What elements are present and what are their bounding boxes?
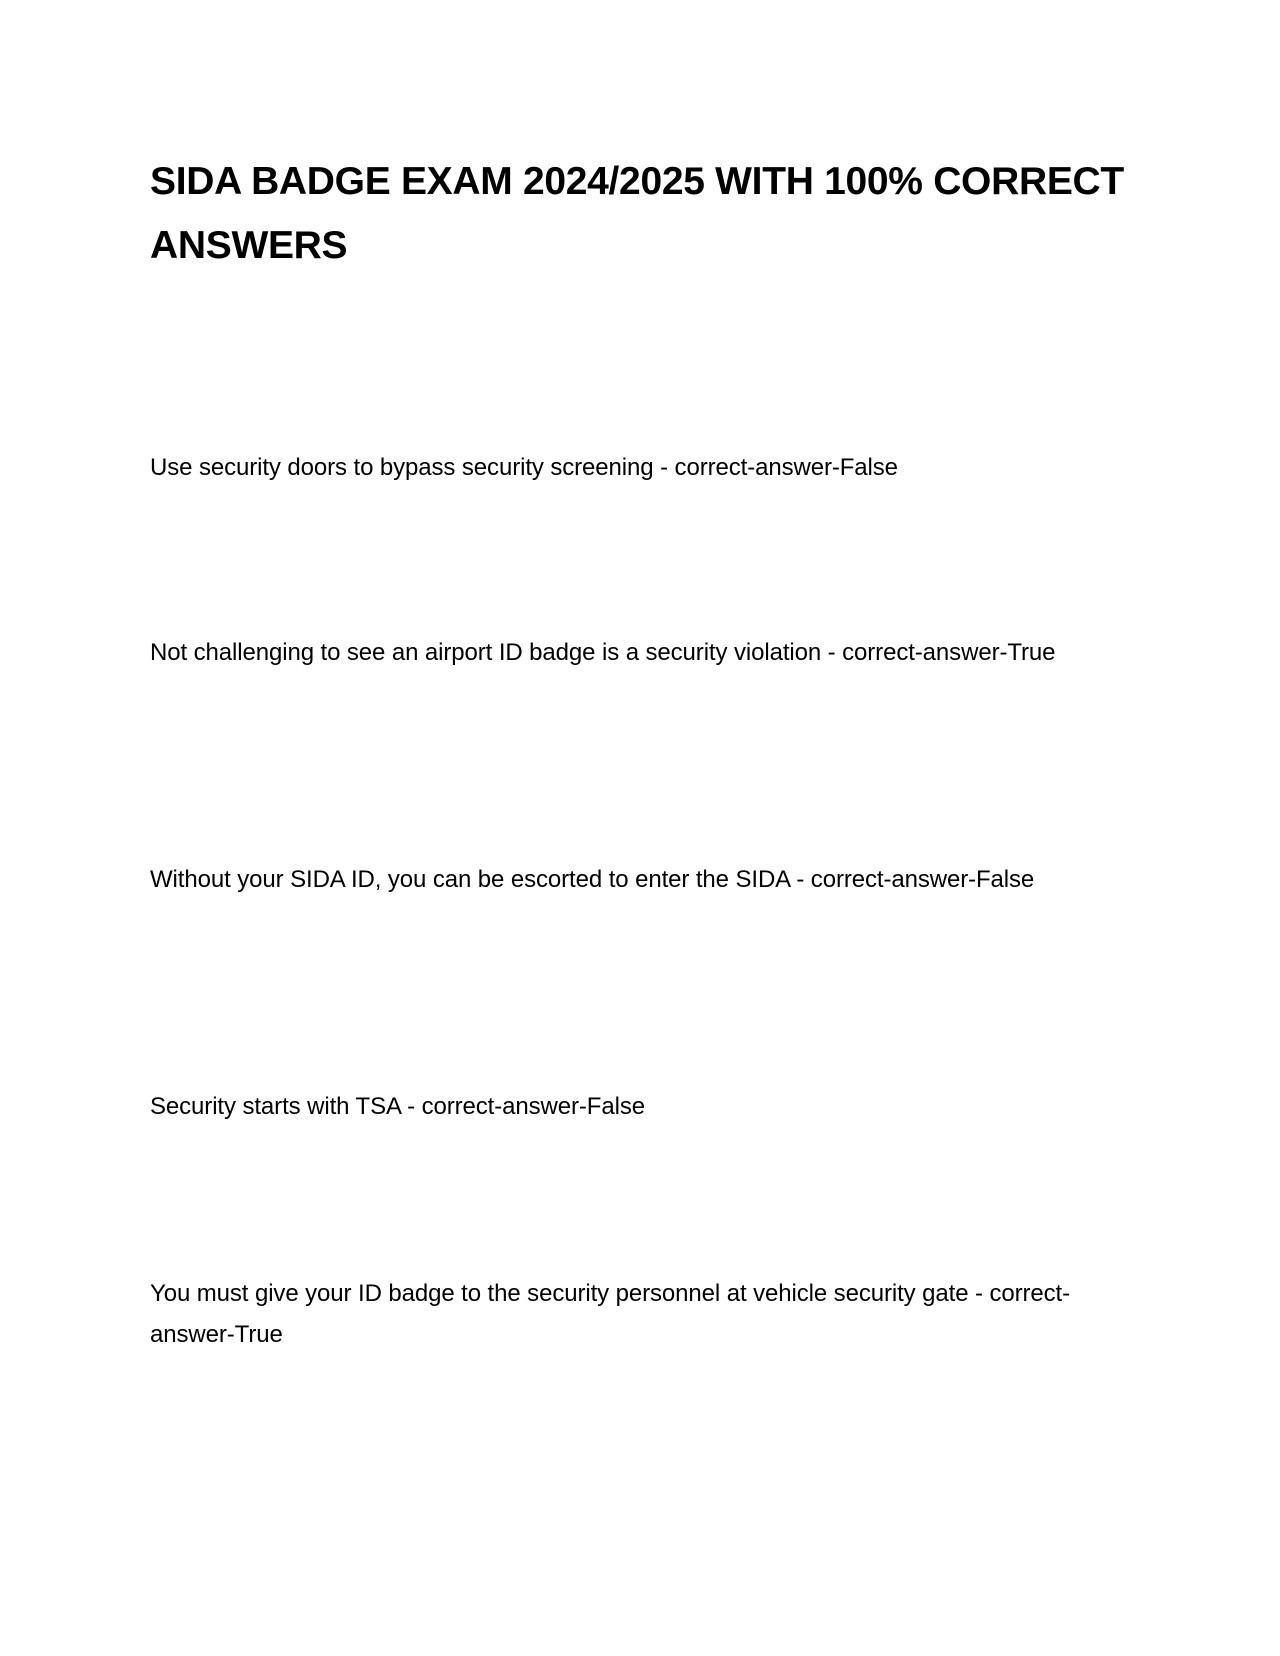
question-answer-item: You must give your ID badge to the security personnel at vehicle security gate - correct-answer-True [150,1280,1071,1348]
question-answer-item: Without your SIDA ID, you can be escorted to enter the SIDA - correct-answer-False [150,866,1035,893]
question-answer-item: Not challenging to see an airport ID badge is a security violation - correct-answer-True [150,639,1056,666]
question-answer-item: Security starts with TSA - correct-answer-False [150,1093,645,1120]
question-answer-item: Use security doors to bypass security screening - correct-answer-False [150,454,898,481]
document-title: SIDA BADGE EXAM 2024/2025 WITH 100% CORRECT ANSWERS [150,160,1124,267]
